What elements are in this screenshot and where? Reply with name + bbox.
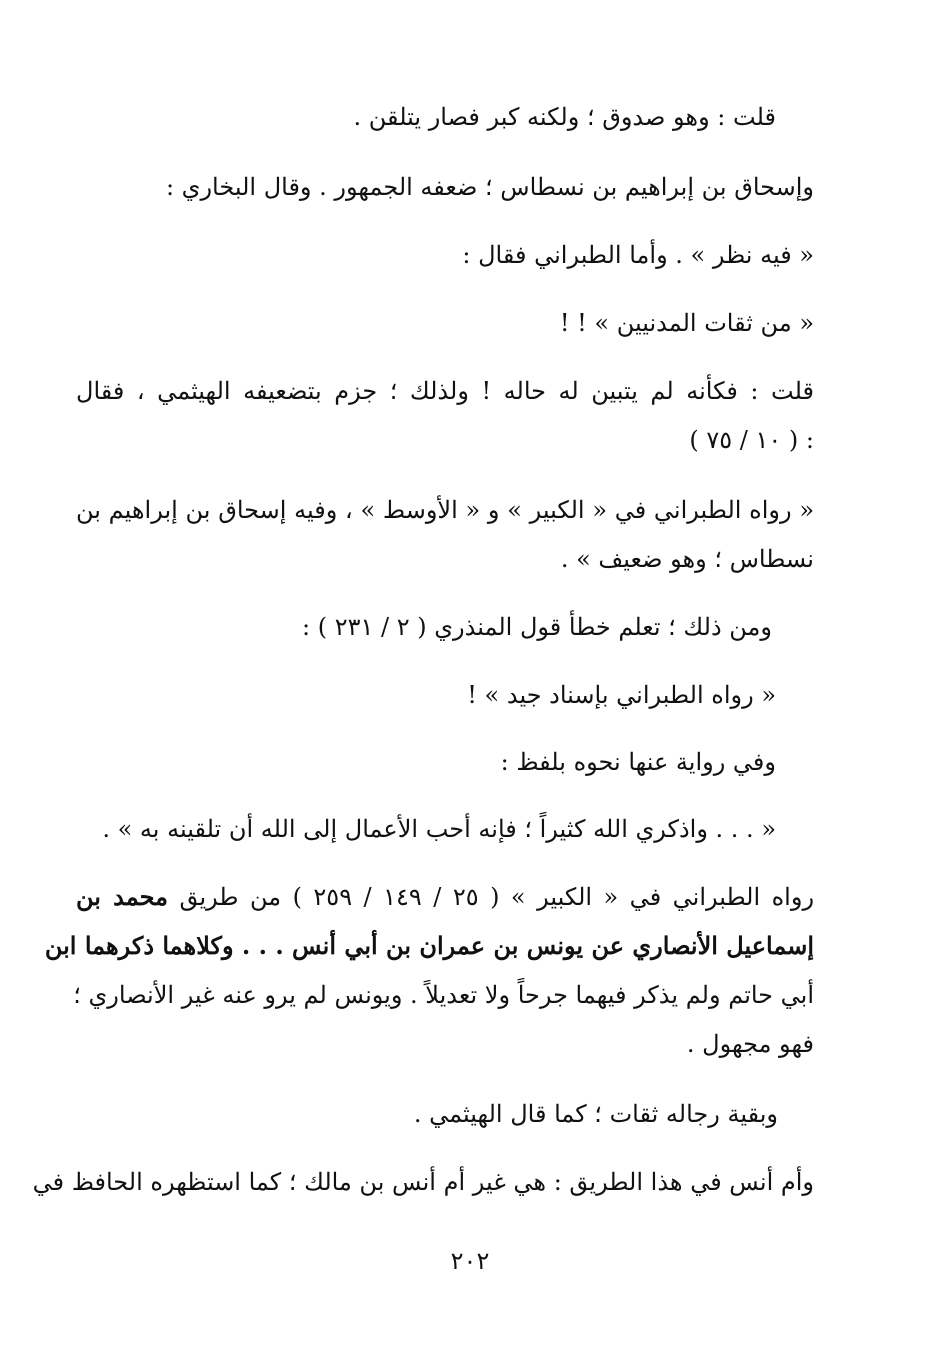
text-line-2: وإسحاق بن إبراهيم بن نسطاس ؛ ضعفه الجمهور . وقال البخاري : [165, 173, 814, 201]
bold-name: محمد بن [76, 882, 168, 911]
text-line-8: نسطاس ؛ وهو ضعيف » . [560, 545, 814, 573]
text-line-18: وأم أنس في هذا الطريق : هي غير أم أنس بن مالك ؛ كما استظهره الحافظ في [32, 1168, 814, 1196]
text-line-5: قلت : فكأنه لم يتبين له حاله ! ولذلك ؛ جزم بتضعيفه الهيثمي ، فقال [76, 377, 814, 405]
text-line-14: إسماعيل الأنصاري عن يونس بن عمران بن أبي أنس . . . وكلاهما ذكرهما ابن [44, 931, 814, 960]
text-line-12: « . . . واذكري الله كثيراً ؛ فإنه أحب الأعمال إلى الله أن تلقينه به » . [102, 815, 776, 843]
page-number: ٢٠٢ [450, 1247, 490, 1275]
text-line-1: قلت : وهو صدوق ؛ ولكنه كبر فصار يتلقن . [353, 103, 776, 131]
text-line-7: « رواه الطبراني في « الكبير » و « الأوسط » ، وفيه إسحاق بن إبراهيم بن [76, 496, 814, 524]
text-line-9: ومن ذلك ؛ تعلم خطأ قول المنذري ( ٢ / ٢٣١ ) : [302, 613, 772, 641]
text-line-10: « رواه الطبراني بإسناد جيد » ! [467, 681, 776, 709]
text-line-6: ( ١٠ / ٧٥ ) : [689, 426, 814, 454]
text-line-3: « فيه نظر » . وأما الطبراني فقال : [462, 241, 814, 269]
text-line-13: رواه الطبراني في « الكبير » ( ٢٥ / ١٤٩ / ٢٥٩ ) من طريق محمد بن [76, 882, 815, 911]
text-line-4: « من ثقات المدنيين » ! ! [559, 309, 814, 337]
text-line-16: فهو مجهول . [686, 1030, 814, 1058]
text-line-17: وبقية رجاله ثقات ؛ كما قال الهيثمي . [413, 1100, 778, 1128]
text-line-11: وفي رواية عنها نحوه بلفظ : [500, 748, 776, 776]
text-line-15: أبي حاتم ولم يذكر فيهما جرحاً ولا تعديلاً . ويونس لم يرو عنه غير الأنصاري ؛ [73, 981, 814, 1009]
